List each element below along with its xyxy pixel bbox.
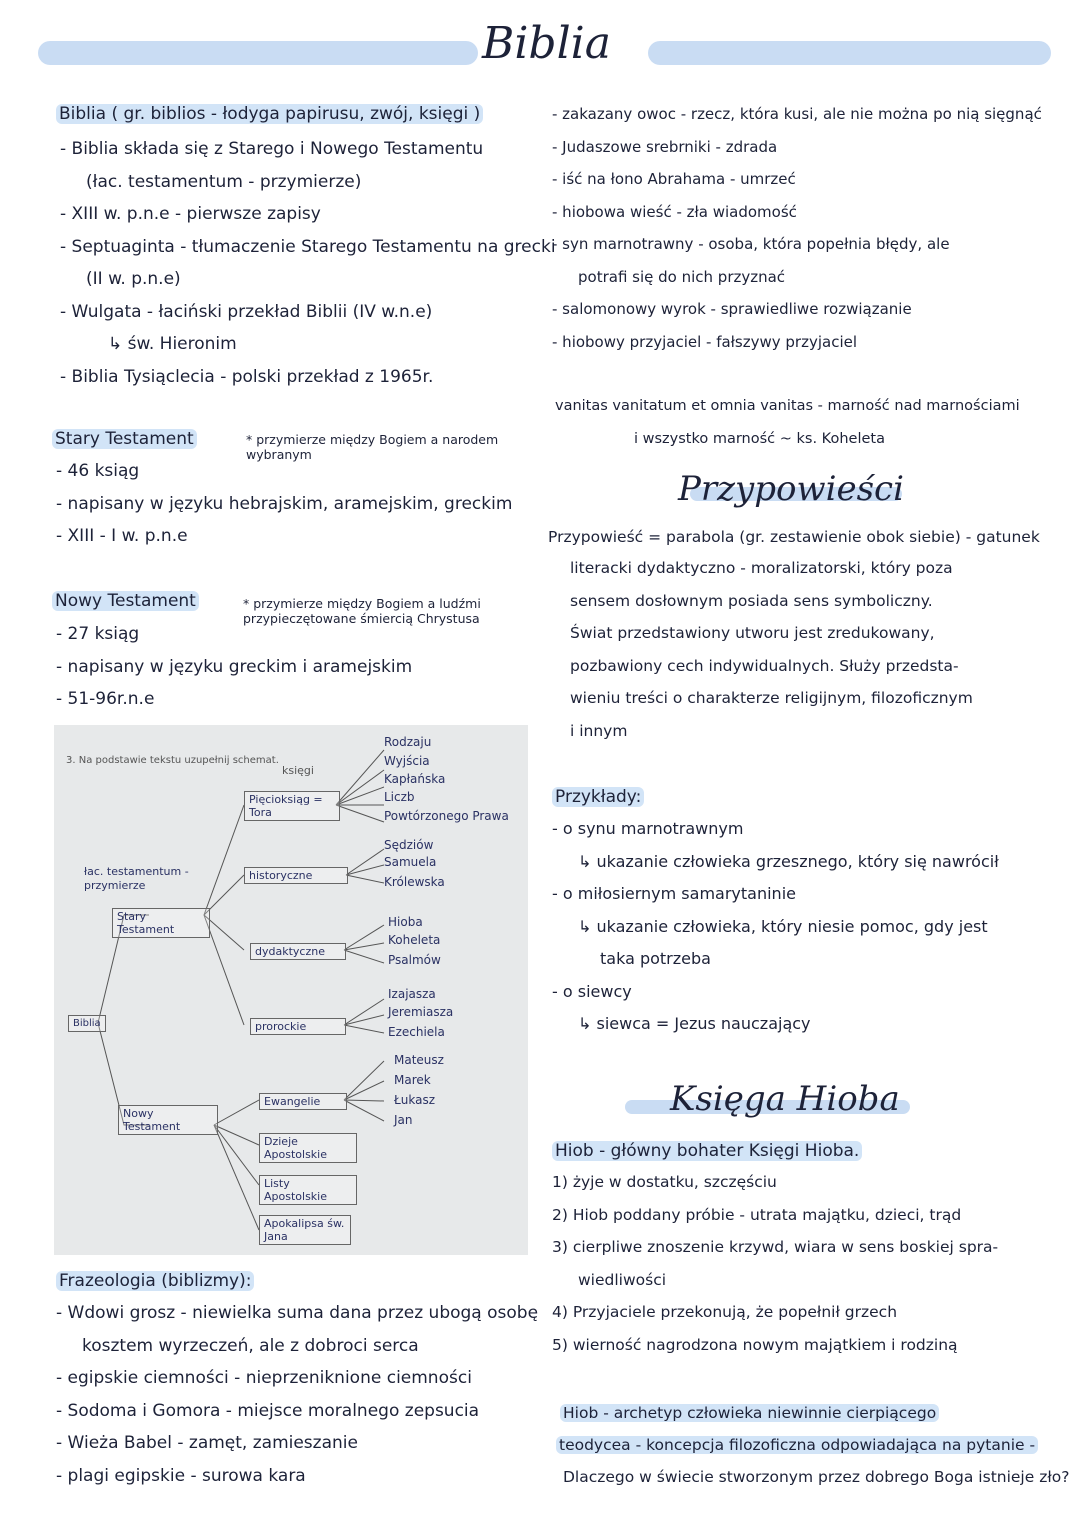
diagram-ewangelie: Ewangelie [259,1093,347,1110]
new-testament-heading: Nowy Testament [52,590,199,612]
parable-definition-line: i innym [570,721,628,740]
phrase-item: - syn marnotrawny - osoba, która popełnia błędy, ale [552,235,950,253]
diagram-pro-book: Ezechiela [388,1025,445,1039]
intro-heading: Biblia ( gr. biblios - łodyga papirusu, zwój, księgi ) [56,103,483,125]
theodicy-line: teodycea - koncepcja filozoficzna odpowiadająca na pytanie - [556,1434,1038,1456]
example-item: ↳ siewca = Jezus nauczający [578,1014,811,1033]
job-item: 2) Hiob poddany próbie - utrata majątku, dzieci, trąd [552,1205,962,1224]
diagram-ew-book: Łukasz [394,1093,435,1107]
diagram-tora-book: Rodzaju [384,735,432,749]
phrase-item: - plagi egipskie - surowa kara [56,1465,306,1486]
job-item: 3) cierpliwe znoszenie krzywd, wiara w sens boskiej spra- [552,1238,999,1256]
old-item: - napisany w języku hebrajskim, aramejskim, greckim [56,493,513,514]
diagram-ew-book: Mateusz [394,1053,444,1067]
old-item: - XIII - I w. p.n.e [56,526,188,546]
phrase-item: - egipskie ciemności - nieprzeniknione ciemności [56,1368,472,1388]
intro-item: - XIII w. p.n.e - pierwsze zapisy [60,204,321,224]
diagram-ew-book: Marek [394,1073,431,1087]
diagram-ksiegi: księgi [282,764,314,777]
phrase-item: - Wdowi grosz - niewielka suma dana przez ubogą osobę [56,1303,539,1323]
intro-item: (II w. p.n.e) [86,269,181,289]
phrase-item: - Wieża Babel - zamęt, zamieszanie [56,1433,358,1453]
diagram-dyd-book: Koheleta [388,933,441,947]
phrase-item: - Judaszowe srebrniki - zdrada [552,137,778,156]
phrase-item: - hiobowy przyjaciel - fałszywy przyjaciel [552,332,858,351]
examples-heading: Przykłady: [552,786,644,808]
example-item: - o siewcy [552,981,632,1001]
phrase-item: - hiobowa wieść - zła wiadomość [552,202,797,221]
parable-definition-rest [570,552,973,747]
title-bar-left [38,41,478,65]
page-title: Biblia [482,18,611,69]
phraseology-list [56,1297,538,1492]
parable-definition-line: pozbawiony cech indywidualnych. Służy przedsta- [570,656,959,675]
diagram-nowy: Nowy Testament [118,1105,218,1135]
diagram-dzieje: Dzieje Apostolskie [259,1133,357,1163]
intro-item: - Septuaginta - tłumaczenie Starego Testamentu na grecki [60,236,556,257]
diagram-pieciksiag: Pięcioksiąg = Tora [244,791,340,821]
example-item: ↳ ukazanie człowieka grzesznego, który się nawrócił [578,851,999,871]
bible-diagram [54,725,528,1255]
diagram-prorockie: prorockie [250,1018,346,1035]
new-item: - napisany w języku greckim i aramejskim [56,656,413,677]
job-list [552,1166,998,1361]
diagram-biblia: Biblia [68,1015,106,1032]
examples-list [552,813,999,1041]
diagram-tora-book: Wyjścia [384,754,430,768]
diagram-pro-book: Izajasza [388,987,436,1001]
diagram-hist-book: Sędziów [384,838,434,852]
example-item: ↳ ukazanie człowieka, który niesie pomoc, gdy jest [578,916,988,936]
diagram-historyczne: historyczne [244,867,348,884]
old-item: - 46 ksiąg [56,461,140,481]
diagram-apokalipsa: Apokalipsa św. Jana [259,1215,351,1245]
diagram-dyd-book: Psalmów [388,953,441,967]
new-item: - 27 ksiąg [56,624,140,644]
diagram-dyd-book: Hioba [388,915,423,929]
intro-item: ↳ św. Hieronim [108,334,237,354]
new-testament-note: * przymierze między Bogiem a ludźmi przypieczętowane śmiercią Chrystusa [243,596,481,626]
phrases-list [552,98,1042,358]
phrase-item: - zakazany owoc - rzecz, która kusi, ale nie można po nią sięgnąć [552,105,1042,123]
diagram-pro-book: Jeremiasza [388,1005,454,1019]
parable-definition-line: sensem dosłownym posiada sens symboliczny. [570,591,933,610]
job-item: 5) wierność nagrodzona nowym majątkiem i rodziną [552,1335,958,1354]
theodicy-line-2: Dlaczego w świecie stworzonym przez dobrego Boga istnieje zło? [563,1468,1070,1486]
diagram-hist-book: Samuela [384,855,437,869]
job-item: 4) Przyjaciele przekonują, że popełnił grzech [552,1303,898,1321]
diagram-task: 3. Na podstawie tekstu uzupełnij schemat. [66,755,279,766]
phrase-item: - iść na łono Abrahama - umrzeć [552,170,796,188]
phrase-item: potrafi się do nich przyznać [578,267,786,286]
example-item: - o synu marnotrawnym [552,819,744,838]
phrase-item: kosztem wyrzeczeń, ale z dobroci serca [82,1335,419,1356]
new-item: - 51-96r.n.e [56,689,155,709]
intro-item: - Biblia Tysiąclecia - polski przekład z 1965r. [60,366,434,387]
diagram-dydaktyczne: dydaktyczne [250,943,346,960]
diagram-tora-book: Liczb [384,790,415,804]
intro-item: - Wulgata - łaciński przekład Biblii (IV w.n.e) [60,301,433,322]
phrase-item: - salomonowy wyrok - sprawiedliwe rozwiązanie [552,300,912,318]
job-title: Księga Hioba [670,1079,900,1119]
job-heading: Hiob - główny bohater Księgi Hioba. [552,1140,862,1162]
diagram-hist-book: Królewska [384,875,445,889]
old-testament-heading: Stary Testament [52,428,197,450]
example-item: taka potrzeba [600,949,711,968]
intro-item: - Biblia składa się z Starego i Nowego Testamentu [60,139,484,159]
job-archetype: Hiob - archetyp człowieka niewinnie cierpiącego [560,1402,939,1424]
old-testament-note: * przymierze między Bogiem a narodem wybranym [246,432,499,462]
example-item: - o miłosiernym samarytaninie [552,884,796,903]
parables-title: Przypowieści [678,469,904,509]
diagram-tora-book: Powtórzonego Prawa [384,809,509,823]
parable-definition: Przypowieść = parabola (gr. zestawienie obok siebie) - gatunek [548,528,1040,546]
phrase-item: - Sodoma i Gomora - miejsce moralnego zepsucia [56,1400,480,1421]
diagram-ew-book: Jan [394,1113,413,1127]
diagram-tora-book: Kapłańska [384,772,446,786]
parable-definition-line: literacki dydaktyczno - moralizatorski, który poza [570,559,953,577]
diagram-lac: łac. testamentum - przymierze [84,865,189,892]
vanitas-line-2: i wszystko marność ~ ks. Koheleta [634,431,885,447]
phraseology-heading: Frazeologia (biblizmy): [56,1270,254,1292]
intro-list [60,133,556,393]
intro-item: (łac. testamentum - przymierze) [86,171,362,192]
old-testament-list [56,455,512,553]
diagram-listy: Listy Apostolskie [259,1175,357,1205]
job-item: wiedliwości [578,1270,667,1289]
vanitas-line: vanitas vanitatum et omnia vanitas - marność nad marnościami [555,398,1020,414]
parable-definition-line: Świat przedstawiony utworu jest zredukowany, [570,624,935,642]
new-testament-list [56,618,412,716]
title-bar-right [648,41,1051,65]
parable-definition-line: wieniu treści o charakterze religijnym, filozoficznym [570,689,973,707]
diagram-stary: Stary Testament [112,908,210,938]
job-item: 1) żyje w dostatku, szczęściu [552,1173,777,1191]
